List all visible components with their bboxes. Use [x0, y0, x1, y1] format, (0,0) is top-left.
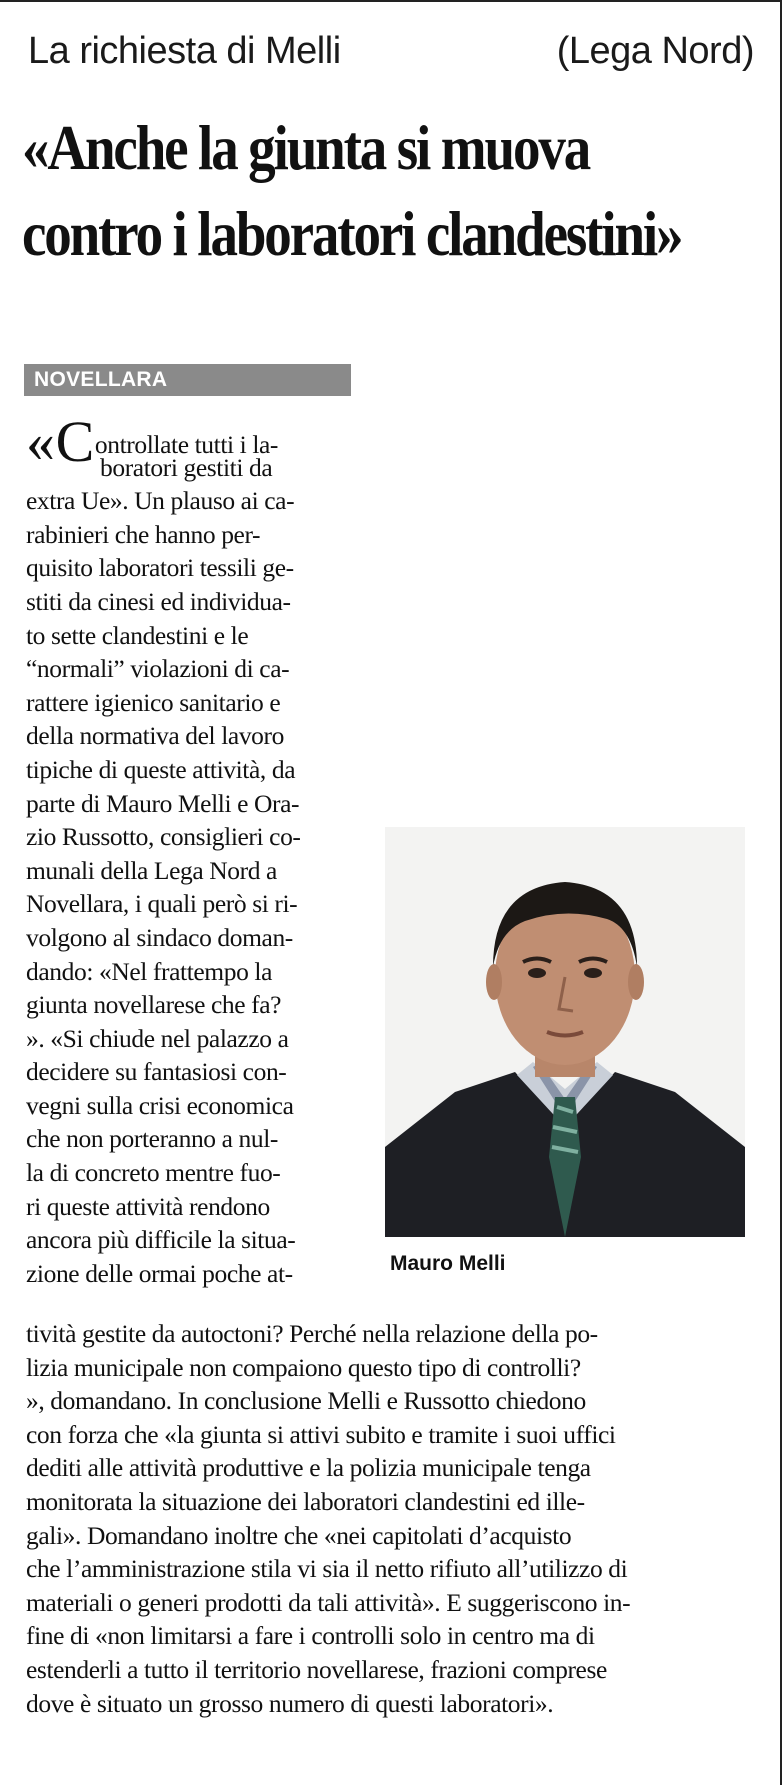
article-line: della normativa del lavoro	[26, 721, 284, 751]
article-line: monitorata la situazione dei laboratori clandestini ed ille-	[26, 1486, 585, 1516]
section-label: NOVELLARA	[34, 368, 168, 391]
section-bar	[24, 364, 351, 396]
article-line: quisito laboratori tessili ge-	[26, 553, 294, 583]
article-line: zione delle ormai poche at-	[26, 1258, 293, 1288]
article-column-wide	[26, 1317, 761, 1720]
article-line: Novellara, i quali però si ri-	[26, 889, 298, 919]
article-column-narrow	[26, 409, 356, 1290]
article-line: munali della Lega Nord a	[26, 855, 277, 885]
article-line: dediti alle attività produttive e la polizia municipale tenga	[26, 1453, 591, 1483]
article-line: rabinieri che hanno per-	[26, 519, 261, 549]
party-label: (Lega Nord)	[556, 30, 754, 72]
article-line: fine di «non limitarsi a fare i controlli solo in centro ma di	[26, 1621, 595, 1651]
article-line: boratori gestiti da	[100, 452, 273, 482]
article-line: decidere su fantasiosi con-	[26, 1057, 287, 1087]
portrait-photo	[385, 827, 745, 1237]
drop-cap: C	[55, 409, 94, 474]
article-line: lizia municipale non compaiono questo tipo di controlli?	[26, 1352, 581, 1382]
article-line: “normali” violazioni di ca-	[26, 654, 290, 684]
article-line: giunta novellarese che fa?	[26, 990, 282, 1020]
article-line: stiti da cinesi ed individua-	[26, 586, 291, 616]
article-line: gali». Domandano inoltre che «nei capitolati d’acquisto	[26, 1520, 572, 1550]
article-line: dando: «Nel frattempo la	[26, 956, 273, 986]
photo-caption: Mauro Melli	[390, 1252, 506, 1275]
drop-quote: «	[26, 409, 55, 474]
article-line: », domandano. In conclusione Melli e Russotto chiedono	[26, 1386, 586, 1416]
article-line: rattere igienico sanitario e	[26, 687, 281, 717]
top-border	[0, 0, 782, 2]
article-line: vegni sulla crisi economica	[26, 1090, 294, 1120]
article-line: zio Russotto, consiglieri co-	[26, 822, 301, 852]
article-line: volgono al sindaco doman-	[26, 922, 293, 952]
article-line: ancora più difficile la situa-	[26, 1225, 296, 1255]
headline-line: contro i laboratori clandestini»	[22, 198, 682, 269]
article-line: che l’amministrazione stila vi sia il netto rifiuto all’utilizzo di	[26, 1554, 628, 1584]
article-line: ri queste attività rendono	[26, 1191, 270, 1221]
article-line: ». «Si chiude nel palazzo a	[26, 1023, 289, 1053]
article-line: materiali o generi prodotti da tali attività». E suggeriscono in-	[26, 1587, 631, 1617]
article-line: dove è situato un grosso numero di questi laboratori».	[26, 1688, 554, 1718]
article-line-text: ontrollate tutti i la-	[94, 430, 279, 459]
article-line: parte di Mauro Melli e Ora-	[26, 788, 300, 818]
article-line: estenderli a tutto il territorio novellarese, frazioni comprese	[26, 1654, 607, 1684]
article-line: con forza che «la giunta si attivi subito e tramite i suoi uffici	[26, 1419, 616, 1449]
article-line: tività gestite da autoctoni? Perché nella relazione della po-	[26, 1319, 598, 1348]
article-line: che non porteranno a nul-	[26, 1124, 278, 1154]
article-line: tipiche di queste attività, da	[26, 754, 296, 784]
headline	[22, 105, 682, 277]
portrait-illustration	[385, 827, 745, 1237]
article-line: to sette clandestini e le	[26, 620, 249, 650]
article-line: la di concreto mentre fuo-	[26, 1158, 281, 1188]
kicker: La richiesta di Melli	[28, 30, 341, 72]
headline-line: «Anche la giunta si muova	[22, 112, 590, 183]
article-line: extra Ue». Un plauso ai ca-	[26, 486, 295, 516]
